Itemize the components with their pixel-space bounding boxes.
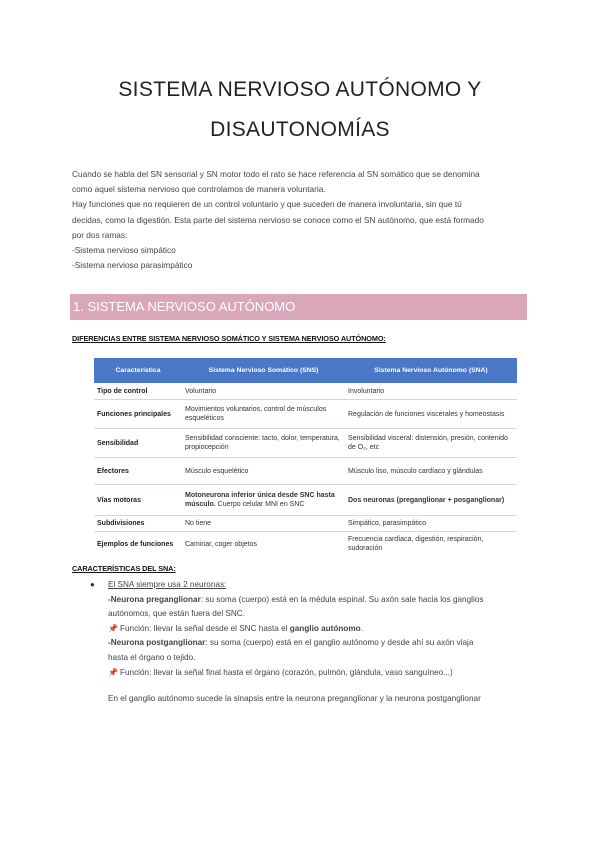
synapse-line: En el ganglio autónomo sucede la sinapsis entre la neurona preganglionar y la neurona postganglionar: [108, 694, 481, 704]
intro-line: Cuando se habla del SN sensorial y SN motor todo el rato se hace referencia al SN somático que se denomina: [72, 169, 480, 179]
table-cell: [182, 485, 345, 516]
intro-line: decidas, como la digestión. Esta parte del sistema nervioso se conoce como el SN autónomo, que está formado: [72, 214, 484, 225]
table-cell: Sensibilidad consciente: tacto, dolor, temperatura, propiocepción: [182, 429, 345, 458]
vias-somatic-bold: Motoneurona inferior única desde SNC hasta músculo.: [185, 492, 335, 508]
table-cell: No tiene: [182, 516, 345, 532]
table-cell: Vías motoras: [94, 485, 182, 516]
table-cell: Efectores: [94, 458, 182, 485]
table-row: [94, 383, 517, 400]
preganglionar-line: [108, 593, 530, 608]
table-row: [94, 400, 517, 429]
document-title-line-2: DISAUTONOMÍAS: [210, 118, 390, 141]
pre-label: -Neurona preganglionar: [108, 594, 201, 604]
comparison-table: [94, 358, 517, 556]
pre-text: : su soma (cuerpo) está en la médula espinal. Su axón sale hacia los ganglios: [200, 594, 484, 604]
table-cell: Involuntario: [345, 383, 517, 400]
table-cell: Músculo liso, músculo cardíaco y glándulas: [345, 458, 517, 485]
table-header-cell: Sistema Nervioso Somático (SNS): [182, 358, 345, 383]
table-row: [94, 458, 517, 485]
postganglionar-line: [108, 636, 530, 651]
table-row: [94, 532, 517, 557]
intro-line: -Sistema nervioso simpático: [72, 245, 176, 256]
pushpin-icon: 📌: [108, 667, 118, 677]
sna-characteristics: [90, 578, 530, 707]
table-cell: Dos neuronas (preganglionar + posganglionar): [345, 485, 517, 516]
table-cell: Caminar, coger objetos: [185, 540, 257, 548]
table-header-cell: Característica: [94, 358, 182, 383]
post-text: : su soma (cuerpo) está en el ganglio autónomo y desde ahí su axón viaja: [205, 638, 474, 648]
bullet-text: El SNA siempre usa 2 neuronas:: [108, 580, 227, 589]
post-text-2: hasta el órgano o tejido.: [108, 652, 196, 662]
table-cell: Funciones principales: [94, 400, 182, 429]
table-row: [94, 429, 517, 458]
list-item: [90, 578, 530, 593]
table-cell: Tipo de control: [94, 383, 182, 400]
table-cell: Subdivisiones: [94, 516, 182, 532]
table-row: [94, 516, 517, 532]
intro-line: como aquel sistema nervioso que controlamos de manera voluntaria.: [72, 184, 326, 195]
vias-somatic-extra: Cuerpo celular MNI en SNC: [215, 501, 305, 508]
table-heading: DIFERENCIAS ENTRE SISTEMA NERVIOSO SOMÁTICO Y SISTEMA NERVIOSO AUTÓNOMO:: [72, 334, 386, 343]
table-cell: Sensibilidad visceral: distensión, presión, contenido de O₂, etc: [345, 429, 517, 458]
post-function-line: [108, 666, 530, 681]
section-header-bar: [70, 294, 527, 320]
intro-line: por dos ramas:: [72, 229, 128, 240]
neuron-descriptions: [90, 593, 530, 707]
table-row: [94, 485, 517, 516]
sna-heading: CARACTERÍSTICAS DEL SNA:: [72, 564, 176, 573]
table-cell: Movimientos voluntarios, control de músculos esqueléticos: [182, 400, 345, 429]
intro-paragraph: [72, 167, 528, 273]
table-cell: Músculo esquelético: [182, 458, 345, 485]
table-cell: Simpático, parasimpático: [345, 516, 517, 532]
intro-line: Hay funciones que no requieren de un control voluntario y que suceden de manera involuntaria, sin que tú: [72, 199, 462, 210]
pre-func-suffix: .: [360, 623, 363, 633]
pre-function-line: [108, 622, 530, 637]
pre-func-bold: ganglio autónomo: [289, 623, 361, 633]
pushpin-icon: 📌: [108, 623, 118, 633]
table-cell: Sensibilidad: [94, 429, 182, 458]
pre-func-prefix: Función: llevar la señal desde el SNC hasta el: [119, 623, 290, 633]
table-cell: Voluntario: [182, 383, 345, 400]
table-cell: Ejemplos de funciones: [97, 540, 174, 548]
table-header-cell: Sistema Nervioso Autónomo (SNA): [345, 358, 517, 383]
table-header-row: [94, 358, 517, 383]
section-title: 1. SISTEMA NERVIOSO AUTÓNOMO: [73, 299, 296, 314]
table-cell: Regulación de funciones viscerales y homeostasis: [345, 400, 517, 429]
bullet-icon: ●: [90, 580, 95, 589]
document-title-line-1: SISTEMA NERVIOSO AUTÓNOMO Y: [118, 78, 482, 101]
intro-line: -Sistema nervioso parasimpático: [72, 260, 193, 271]
post-label: -Neurona postganglionar: [108, 638, 206, 648]
table-cell: Frecuencia cardíaca, digestión, respiración, sudoración: [348, 536, 484, 552]
post-func: Función: llevar la señal final hasta el órgano (corazón, pulmón, glándula, vaso sanguíneo...): [119, 667, 453, 677]
pre-text-2: autónomos, que están fuera del SNC.: [108, 609, 245, 619]
